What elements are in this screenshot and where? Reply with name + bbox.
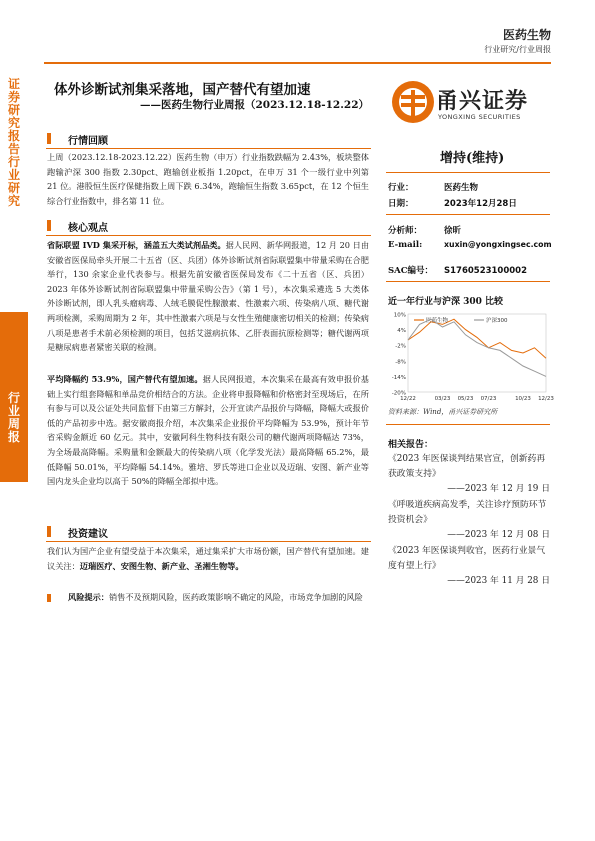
info-industry-label: 行业：	[388, 183, 414, 193]
views-p2-body: 据人民网报道，本次集采在最高有效申报价基础上实行组套降幅和单品竞价相结合的方法。企业将申报降幅和价格密封至现场后，在所有参与可以及公证处共同监督下由第三方解封，公开宣读产品报价与降幅，降幅大或报价低的产品初步中选。据安徽商报介绍，本次集采企业报价平均降幅为 53.9%，预计年节省采购金额近 60 亿元。其中，安徽阿科生物科技有限公司的糖代谢两项降幅达 73%，为全场最高降幅。采购量和金额最大的传染病八项（化学发光法）最高降幅 65.2%，最低降幅 50.01%，平均降幅 54.14%。雅培、罗氏等进口企业以及迈瑞、安图、新产业等国内龙头企业均以高于 50%的降幅全部拟中选。	[47, 374, 369, 487]
sidebar-report-label: 行业周报	[7, 391, 20, 444]
info-industry	[388, 181, 478, 193]
chart-x-tick-label: 07/23	[480, 396, 497, 402]
related-report-title[interactable]: 《2023 年医保谈判收官，医药行业景气度有望上行》	[388, 546, 546, 571]
info-date	[388, 197, 517, 209]
related-report-date: ——2023 年 12 月 19 日	[447, 484, 550, 494]
chart-source: 资料来源：Wind，甬兴证券研究所	[388, 408, 498, 416]
chart-y-tick-label: -14%	[391, 374, 406, 381]
chart-y-tick-label: 10%	[393, 312, 406, 319]
chart-x-tick-label: 10/23	[515, 396, 531, 402]
section-rule	[46, 235, 371, 236]
chart-plot-frame	[408, 314, 546, 392]
info-sac	[388, 264, 527, 276]
info-email-label: E-mail:	[388, 240, 423, 250]
chart-series-line	[408, 319, 546, 376]
info-date-label: 日期：	[388, 199, 414, 209]
risk-body: 销售不及预期风险，医药政策影响不确定的风险，市场竞争加剧的风险	[108, 592, 363, 602]
info-email	[388, 240, 552, 250]
section-heading-views: 核心观点	[68, 223, 108, 234]
info-sac-label: SAC编号：	[388, 266, 433, 276]
section-rule	[46, 148, 371, 149]
related-report-3[interactable]	[388, 544, 550, 589]
chart-series-line	[408, 319, 546, 358]
info-rule	[386, 172, 550, 173]
related-report-title[interactable]: 《2023 年医保谈判结果官宣，创新药再获政策支持》	[388, 454, 546, 479]
risk-label: 风险提示：	[68, 592, 109, 602]
related-heading: 相关报告：	[388, 440, 434, 450]
chart-x-tick-label: 03/23	[434, 396, 451, 402]
section-marker-icon	[47, 133, 51, 144]
chart-y-tick-label: -8%	[395, 359, 406, 366]
info-rule	[386, 424, 550, 425]
rating: 增持(维持)	[440, 151, 505, 166]
info-analyst-value: 徐昕	[444, 226, 462, 236]
logo-mark-icon	[391, 78, 435, 126]
info-analyst-label: 分析师：	[388, 226, 423, 236]
report-title: 体外诊断试剂集采落地，国产替代有望加速	[54, 82, 311, 98]
chart-legend-label: 医药生物	[426, 318, 449, 324]
section-heading-review: 行情回顾	[68, 136, 108, 147]
info-sac-value: S1760523100002	[444, 266, 528, 276]
risk-text	[68, 590, 370, 605]
sidebar-report-type: 证券研究报告 行业研究	[7, 77, 20, 208]
section-marker-icon	[47, 220, 51, 231]
chart-legend-label: 沪深300	[486, 318, 508, 324]
views-p1-body: 据人民网、新华网报道，12 月 20 日由安徽省医保局牵头开展二十五省（区、兵团）体外诊断试剂省际联盟集中带量采购在合肥举行，130 余家企业代表参与。根据先前安徽省医保局发布《二十五省（区、兵团）2023 年体外诊断试剂省际联盟集中带量采购公告》（第 1 号），本次集采遴选 5 大类体外诊断试剂，即人乳头瘤病毒、人绒毛膜促性腺激素、性激素六项、传染病八项、糖代谢两项检测，采购周期为 2 年，其中性激素六项是与女性生殖健康密切相关的检测；传染病八项是患者手术前必须检测的项目，包括艾滋病抗体、乙肝表面抗原检测等；糖代谢两项是糖尿病患者紧密关联的检测。	[47, 240, 370, 353]
info-email-value[interactable]: xuxin@yongxingsec.com	[444, 240, 552, 249]
chart-title: 近一年行业与沪深 300 比较	[388, 297, 504, 307]
section-rule	[46, 541, 371, 542]
report-subtitle: ——医药生物行业周报（2023.12.18-12.22）	[140, 99, 369, 111]
info-analyst	[388, 224, 461, 236]
views-paragraph-2	[47, 372, 369, 489]
info-industry-value: 医药生物	[444, 183, 479, 193]
views-p2-lead: 平均降幅约 53.9%，国产替代有望加速。	[47, 374, 203, 384]
header-subcategory: 行业研究/行业周报	[484, 45, 551, 54]
risk-marker-icon	[47, 594, 51, 602]
related-report-title[interactable]: 《呼吸道疾病高发季，关注诊疗预防环节投资机会》	[388, 500, 547, 525]
related-report-1[interactable]	[388, 452, 550, 497]
views-p1-lead: 省际联盟 IVD 集采开标，涵盖五大类试剂品类。	[47, 240, 226, 250]
views-paragraph-1	[47, 238, 369, 355]
chart-x-tick-label: 12/23	[538, 396, 554, 402]
info-rule	[386, 214, 550, 215]
chart-x-tick-label: 05/23	[457, 396, 474, 402]
chart-y-tick-label: -2%	[395, 343, 406, 350]
advice-companies: 迈瑞医疗、安图生物、新产业、圣湘生物等。	[79, 560, 244, 571]
section-marker-icon	[47, 526, 51, 537]
related-report-2[interactable]	[388, 498, 550, 543]
section-heading-advice: 投资建议	[68, 529, 108, 540]
advice-text	[47, 544, 369, 573]
header-category: 医药生物	[502, 28, 551, 42]
chart-y-tick-label: 4%	[397, 328, 406, 335]
chart-x-tick-label: 12/22	[400, 396, 416, 402]
related-report-date: ——2023 年 11 月 28 日	[447, 576, 550, 586]
chart-y-tick-label: -20%	[391, 390, 406, 397]
performance-chart	[386, 306, 554, 406]
header-rule	[44, 62, 551, 64]
logo-english: YONGXING SECURITIES	[438, 113, 521, 121]
logo-name: 甬兴证券	[436, 89, 529, 114]
advice-body: 我们认为国产企业有望受益于本次集采，通过集采扩大市场份额，国产替代有望加速。建议关注：	[47, 546, 369, 571]
review-text: 上周（2023.12.18-2023.12.22）医药生物（申万）行业指数跌幅为 2.43%，板块整体跑输沪深 300 指数 2.30pct、跑输创业板指 1.20pct，在申万 31 个一级行业中列第 21 位。港股恒生医疗保健指数上周下跌 6.34%，跑输恒生指数 3.65pct，在 12 个恒生综合行业指数中，排名第 11 位。	[47, 152, 369, 206]
info-rule	[386, 281, 550, 282]
related-report-date: ——2023 年 12 月 08 日	[447, 530, 550, 540]
info-date-value: 2023年12月28日	[444, 199, 517, 209]
